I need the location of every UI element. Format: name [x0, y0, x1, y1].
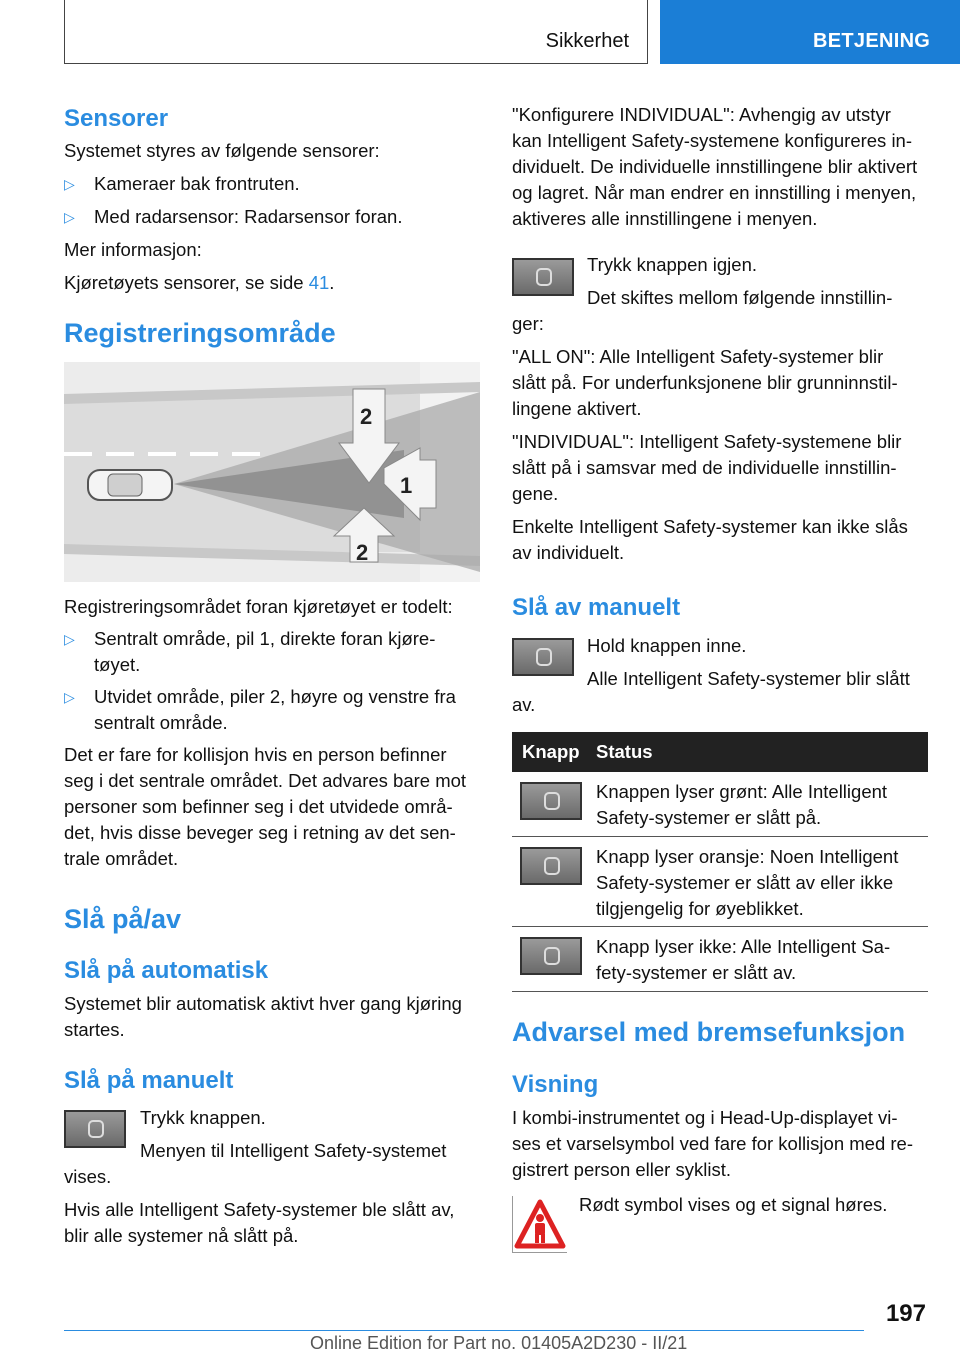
konf-line5: aktiveres alle innstillingene i menyen.: [512, 208, 818, 229]
row2-line3: tilgjengelig for øyeblikket.: [596, 898, 804, 919]
reg-bullet-2-line1: ▷ Utvidet område, piler 2, høyre og venstre fra: [94, 686, 456, 707]
reg-bullet-2: [64, 684, 484, 736]
table-row: [512, 837, 928, 927]
safety-button-icon-again: [512, 258, 574, 296]
row1-line2: Safety-systemer er slått på.: [596, 807, 822, 828]
alle-av-text: Alle Intelligent Safety-systemer blir slått: [587, 668, 910, 689]
button-orange-icon: [520, 847, 582, 885]
arrow-label-1: 1: [400, 473, 413, 498]
hvis-line1: Hvis alle Intelligent Safety-systemer ble slått av,: [64, 1199, 455, 1220]
slaa-paa-automatisk-heading: Slå på automatisk: [64, 957, 269, 984]
left-column-lower: [64, 594, 484, 872]
button-green-icon: [520, 782, 582, 820]
manuelt-trykk: Trykk knappen.: [140, 1107, 266, 1128]
konf-line3: dividuelt. De individuelle innstillingene blir aktivert: [512, 156, 918, 177]
row-status-text: [596, 934, 926, 986]
enkelte-paragraph: [512, 514, 932, 566]
trykk-igjen: Trykk knappen igjen.: [587, 254, 758, 275]
reg-intro: Registreringsområdet foran kjøretøyet er todelt:: [64, 596, 453, 617]
fare-line3: personer som befinner seg i det utvidede områ-: [64, 796, 453, 817]
manuelt-meny: Menyen til Intelligent Safety-systemet: [140, 1140, 447, 1161]
hold-text: Hold knappen inne.: [587, 635, 747, 656]
table-row: [512, 772, 928, 837]
pedestrian-warning-icon: [512, 1196, 567, 1253]
trykk-igjen-text: [587, 252, 932, 311]
page-41-link[interactable]: 41: [308, 272, 330, 293]
enkelte-line2: av individuelt.: [512, 542, 625, 563]
row3-line1: Knapp lyser ikke: Alle Intelligent Sa-: [596, 936, 891, 957]
sensorer-bullet-1: ▷ Kameraer bak frontruten.: [64, 171, 480, 197]
sensor-reference: [64, 270, 480, 296]
slaa-paa-av-heading: Slå på/av: [64, 904, 182, 934]
konfigurere-paragraph: [512, 102, 932, 232]
konf-line1: "Konfigurere INDIVIDUAL": Avhengig av utstyr: [512, 104, 891, 125]
visning-paragraph: [512, 1105, 932, 1183]
visning-line3: gistrert person eller syklist.: [512, 1159, 731, 1180]
auto-line1: Systemet blir automatisk aktivt hver gang kjøring: [64, 993, 462, 1014]
skiftes: Det skiftes mellom følgende innstillin-: [587, 287, 893, 308]
row-status-text: [596, 779, 926, 831]
left-column: [64, 104, 480, 296]
allon-line3: lingene aktivert.: [512, 398, 642, 419]
table-row: [512, 927, 928, 992]
allon-line1: "ALL ON": Alle Intelligent Safety-systemer blir: [512, 346, 884, 367]
footer-divider: [64, 1330, 864, 1331]
fare-line2: seg i det sentrale området. Det advares bare mot: [64, 770, 467, 791]
header-section-title: Sikkerhet: [545, 30, 629, 52]
reg-bullet-1: [64, 626, 484, 678]
auto-line2: startes.: [64, 1019, 125, 1040]
sensorer-heading: Sensorer: [64, 105, 169, 132]
safety-button-icon-off: [512, 638, 574, 676]
row2-line1: Knapp lyser oransje: Noen Intelligent: [596, 846, 899, 867]
fare-line5: trale området.: [64, 848, 179, 869]
row-status-text: [596, 844, 926, 922]
manuelt-vises: vises.: [64, 1166, 112, 1187]
header-chapter-tab: BETJENING: [660, 0, 960, 64]
page-number: 197: [885, 1300, 926, 1327]
footer-edition: Online Edition for Part no. 01405A2D230 - II/21: [310, 1333, 688, 1353]
sensorer-bullet-2: ▷ Med radarsensor: Radarsensor foran.: [64, 204, 480, 230]
arrow-label-2-top: 2: [360, 404, 373, 429]
row1-line1: Knappen lyser grønt: Alle Intelligent: [596, 781, 888, 802]
settings-list: [512, 311, 932, 566]
fare-line4: det, hvis disse beveger seg i retning av det sen-: [64, 822, 456, 843]
slaa-paa-manuelt-heading: Slå på manuelt: [64, 1067, 234, 1094]
manuelt-tail: [64, 1164, 484, 1249]
auto-paragraph: [64, 991, 484, 1043]
enkelte-line1: Enkelte Intelligent Safety-systemer kan ikke slås: [512, 516, 908, 537]
fare-line1: Det er fare for kollisjon hvis en person befinner: [64, 744, 447, 765]
status-table: [512, 732, 928, 992]
indiv-line3: gene.: [512, 483, 559, 504]
manuelt-text: [140, 1105, 480, 1164]
alle-av-end: av.: [512, 694, 536, 715]
allon-line2: slått på. For underfunksjonene blir grunninnstil-: [512, 372, 898, 393]
detection-area-figure: [64, 362, 480, 582]
visning-line1: I kombi-instrumentet og i Head-Up-displayet vi-: [512, 1107, 898, 1128]
indiv-line1: "INDIVIDUAL": Intelligent Safety-systemene blir: [512, 431, 902, 452]
fare-paragraph: [64, 742, 484, 872]
indiv-line2: slått på i samsvar med de individuelle innstillin-: [512, 457, 897, 478]
slaa-av-manuelt-heading: Slå av manuelt: [512, 594, 681, 621]
all-on-paragraph: [512, 344, 932, 422]
reg-bullet-1-line1: ▷ Sentralt område, pil 1, direkte foran kjøre-: [94, 628, 436, 649]
visning-line2: ses et varselsymbol ved fare for kollisjon med re-: [512, 1133, 913, 1154]
sensorer-intro: Systemet styres av følgende sensorer:: [64, 140, 380, 161]
col-knapp: Knapp: [522, 741, 580, 762]
hvis-line2: blir alle systemer nå slått på.: [64, 1225, 299, 1246]
reg-bullet-1-line2: tøyet.: [94, 654, 141, 675]
table-header: [512, 732, 928, 772]
sensor-reference-end: .: [329, 272, 335, 293]
reg-bullet-2-line2: sentralt område.: [94, 712, 228, 733]
header-section-box: [64, 0, 648, 64]
konf-line4: og lagret. Når man endrer en innstilling i menyen,: [512, 182, 917, 203]
row3-line2: fety-systemer er slått av.: [596, 962, 797, 983]
button-off-icon: [520, 937, 582, 975]
konf-line2: kan Intelligent Safety-systemene konfigureres in-: [512, 130, 913, 151]
arrow-label-2-bottom: 2: [356, 540, 369, 565]
skiftes-end: ger:: [512, 313, 544, 334]
safety-button-icon-on: [64, 1110, 126, 1148]
visning-heading: Visning: [512, 1071, 599, 1098]
registreringsomrade-heading: Registreringsområde: [64, 318, 336, 348]
mer-info: Mer informasjon:: [64, 239, 202, 260]
individual-paragraph: [512, 429, 932, 507]
advarsel-heading: Advarsel med bremsefunksjon: [512, 1017, 906, 1047]
row2-line2: Safety-systemer er slått av eller ikke: [596, 872, 894, 893]
av-text: [587, 633, 932, 692]
sensor-reference-text: Kjøretøyets sensorer, se side: [64, 272, 309, 293]
rodt-symbol-text: Rødt symbol vises og et signal høres.: [579, 1194, 888, 1215]
col-status: Status: [596, 741, 653, 762]
